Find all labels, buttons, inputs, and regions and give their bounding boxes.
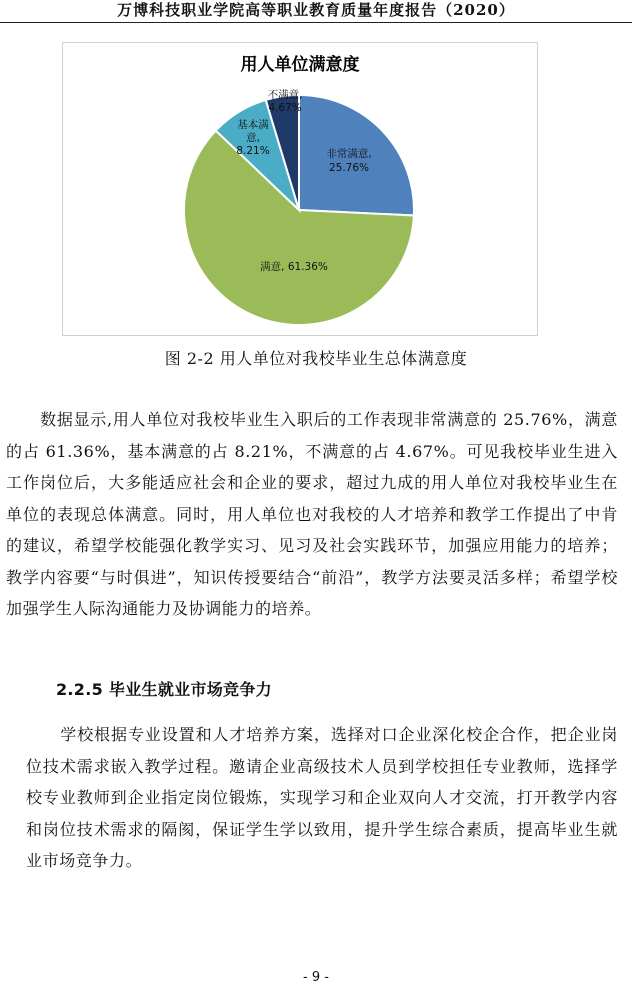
- label-basic-line1: 基本满: [237, 119, 269, 131]
- label-basic-line2: 意,: [246, 132, 260, 144]
- label-basic-line3: 8.21%: [236, 145, 270, 157]
- pie-chart-container: [62, 42, 538, 336]
- label-unsatisfied-line2: 4.67%: [268, 102, 302, 114]
- section-heading: 2.2.5 毕业生就业市场竞争力: [56, 680, 272, 699]
- paragraph-satisfaction: [6, 404, 618, 625]
- page-number: - 9 -: [303, 970, 329, 985]
- label-very-satisfied-name: 非常满意,: [326, 148, 372, 160]
- paragraph-competitiveness: [26, 719, 618, 877]
- report-header: 万博科技职业学院高等职业教育质量年度报告（2020）: [0, 0, 632, 23]
- chart-title: 用人单位满意度: [240, 55, 360, 75]
- pie-chart: [63, 43, 537, 335]
- paragraph-competitiveness-text: 学校根据专业设置和人才培养方案，选择对口企业深化校企合作，把企业岗位技术需求嵌入教学过程。邀请企业高级技术人员到学校担任专业教师，选择学校专业教师到企业指定岗位锻炼，实现学习和企业双向人才交流，打开教学内容和岗位技术需求的隔阂，保证学生学以致用，提升学生综合素质，提高毕业生就业市场竞争力。: [26, 725, 618, 870]
- label-satisfied: 满意, 61.36%: [260, 261, 328, 273]
- paragraph-satisfaction-text: 数据显示,用人单位对我校毕业生入职后的工作表现非常满意的 25.76%，满意的占 61.36%，基本满意的占 8.21%，不满意的占 4.67%。可见我校毕业生进入工作岗位后，大多能适应社会和企业的要求，超过九成的用人单位对我校毕业生在单位的表现总体满意。同时，用人单位也对我校的人才培养和教学工作提出了中肯的建议，希望学校能强化教学实习、见习及社会实践环节，加强应用能力的培养；教学内容要“与时俱进”，知识传授要结合“前沿”，教学方法要灵活多样；希望学校加强学生人际沟通能力及协调能力的培养。: [6, 410, 618, 618]
- figure-caption: 图 2-2 用人单位对我校毕业生总体满意度: [164, 349, 468, 368]
- label-unsatisfied-line1: 不满意,: [267, 89, 303, 101]
- label-very-satisfied-pct: 25.76%: [328, 162, 370, 174]
